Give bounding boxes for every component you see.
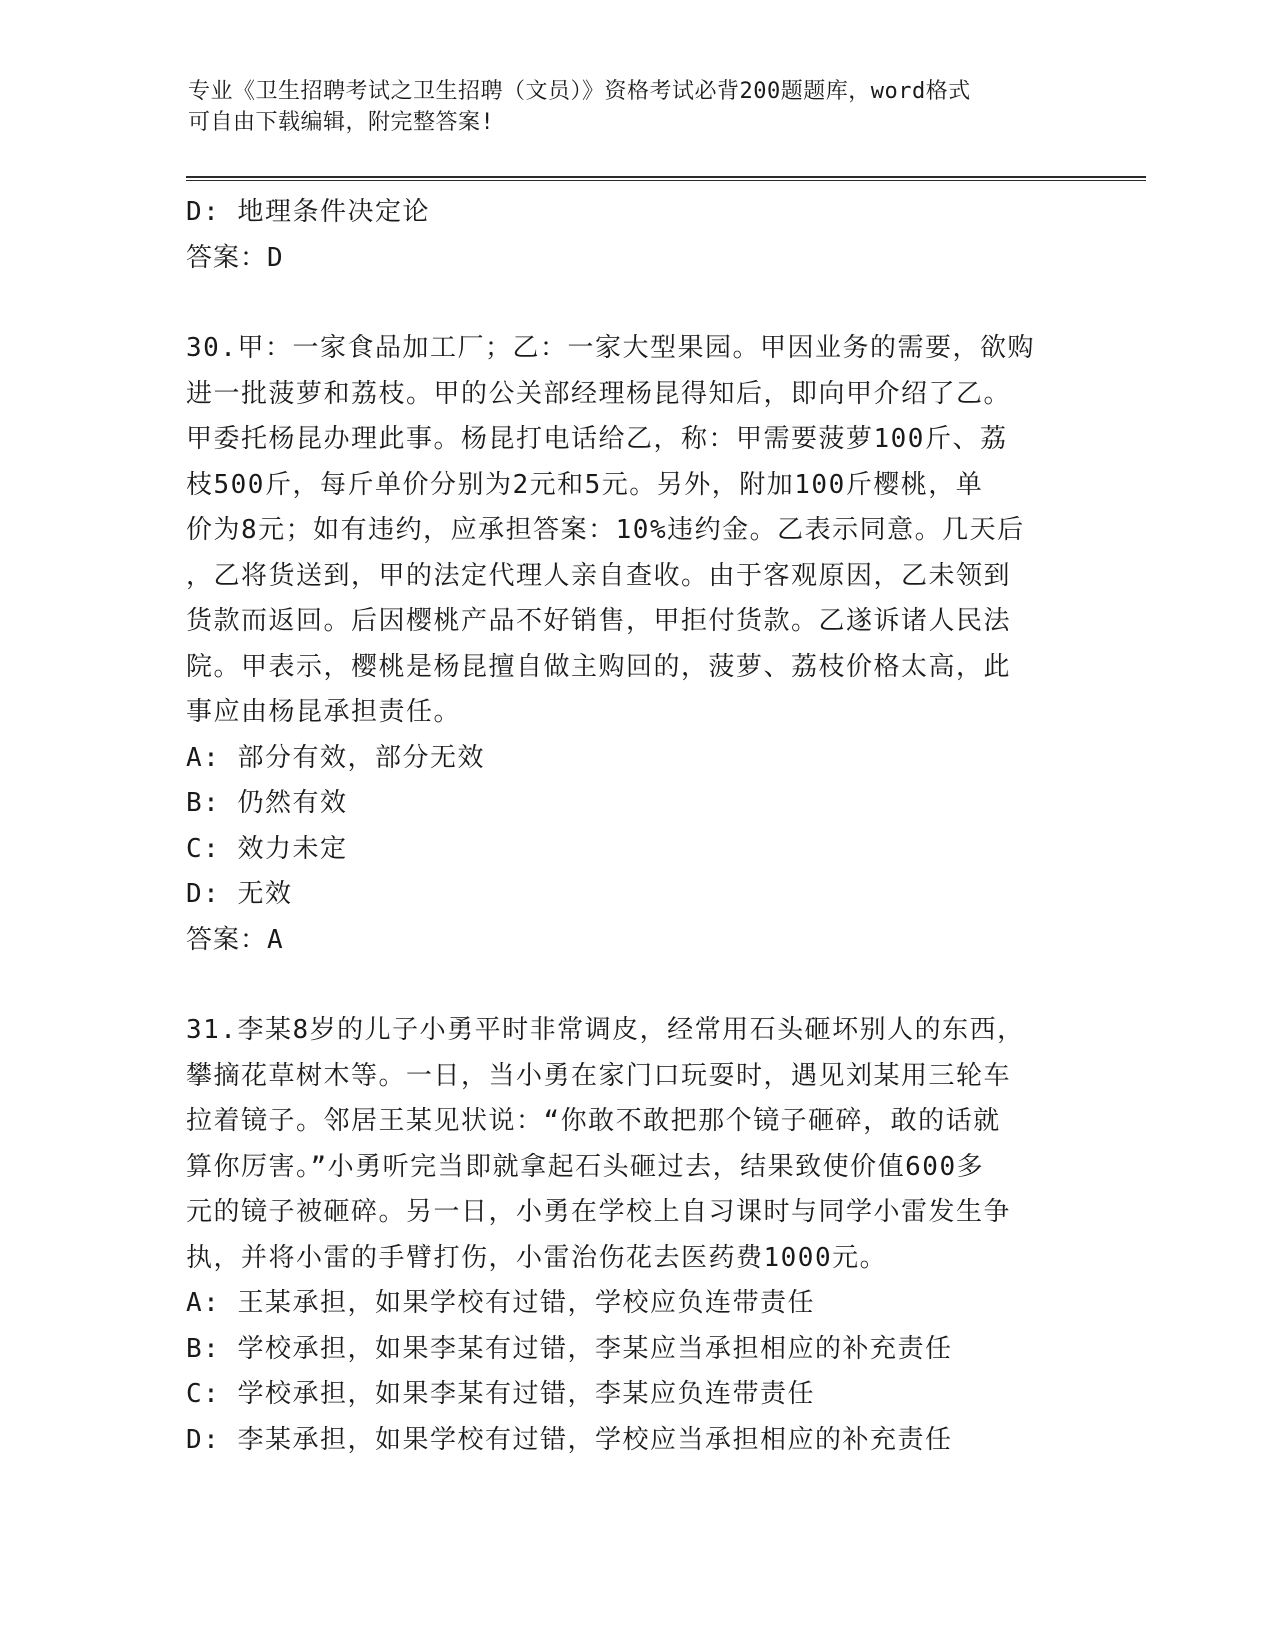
question-text-line: 攀摘花草树木等。一日，当小勇在家门口玩耍时，遇见刘某用三轮车	[186, 1060, 1012, 1091]
option-a: A: 王某承担，如果学校有过错，学校应负连带责任	[186, 1288, 815, 1318]
question-text-line: 30.甲：一家食品加工厂；乙：一家大型果园。甲因业务的需要，欲购	[186, 333, 1035, 363]
option-d: D: 李某承担，如果学校有过错，学校应当承担相应的补充责任	[186, 1424, 953, 1455]
spacer	[186, 281, 1086, 326]
question-text-line: 元的镜子被砸碎。另一日，小勇在学校上自习课时与同学小雷发生争	[186, 1197, 1012, 1227]
question-text-line: 枝500斤，每斤单价分别为2元和5元。另外，附加100斤樱桃，单	[186, 469, 984, 500]
question-text-line: 31.李某8岁的儿子小勇平时非常调皮，经常用石头砸坏别人的东西，	[186, 1015, 1025, 1045]
spacer	[186, 963, 1086, 1008]
question-31	[186, 1008, 1086, 1463]
option-b: B: 仍然有效	[186, 788, 348, 818]
option-d: D: 无效	[186, 879, 293, 909]
option-a: A: 部分有效，部分无效	[186, 742, 485, 773]
header-line-1: 专业《卫生招聘考试之卫生招聘（文员）》资格考试必背200题题库，word格式	[188, 79, 971, 104]
question-text-line: 货款而返回。后因樱桃产品不好销售，甲拒付货款。乙遂诉诸人民法	[186, 606, 1012, 636]
question-text-line: 事应由杨昆承担责任。	[186, 697, 462, 727]
question-text-line: 甲委托杨昆办理此事。杨昆打电话给乙，称：甲需要菠萝100斤、荔	[186, 424, 1008, 454]
answer-line: 答案：A	[186, 924, 284, 955]
option-b: B: 学校承担，如果李某有过错，李某应当承担相应的补充责任	[186, 1333, 953, 1364]
option-c: C: 效力未定	[186, 833, 348, 864]
page-header	[188, 76, 1068, 138]
header-divider-thick	[186, 176, 1146, 178]
question-30	[186, 326, 1086, 963]
header-divider-thin	[186, 180, 1146, 181]
question-text-line: 执，并将小雷的手臂打伤，小雷治伤花去医药费1000元。	[186, 1242, 888, 1273]
option-d: D: 地理条件决定论	[186, 197, 430, 227]
question-text-line: 价为8元；如有违约，应承担答案：10%违约金。乙表示同意。几天后	[186, 515, 1025, 545]
question-text-line: ，乙将货送到，甲的法定代理人亲自查收。由于客观原因，乙未领到	[186, 560, 1012, 591]
question-text-line: 拉着镜子。邻居王某见状说：“你敢不敢把那个镜子砸碎，敢的话就	[186, 1106, 1001, 1136]
question-text-line: 算你厉害。”小勇听完当即就拿起石头砸过去，结果致使价值600多	[186, 1151, 985, 1182]
question-text-line: 院。甲表示，樱桃是杨昆擅自做主购回的，菠萝、荔枝价格太高，此	[186, 651, 1012, 682]
answer-line: 答案：D	[186, 242, 284, 273]
option-c: C: 学校承担，如果李某有过错，李某应负连带责任	[186, 1379, 815, 1409]
document-body	[186, 190, 1086, 1463]
header-line-2: 可自由下载编辑，附完整答案!	[188, 110, 495, 135]
prev-question-tail	[186, 190, 1086, 281]
question-text-line: 进一批菠萝和荔枝。甲的公关部经理杨昆得知后，即向甲介绍了乙。	[186, 378, 1012, 409]
